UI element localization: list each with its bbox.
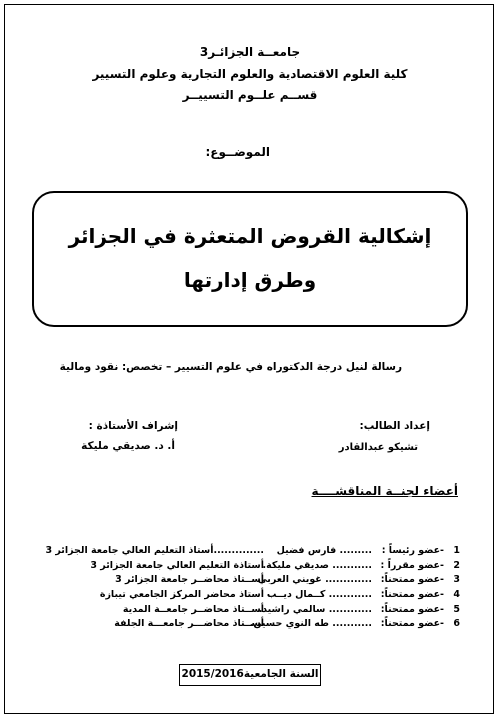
jury-member-role: -عضو ممتحناً:	[380, 589, 444, 601]
jury-member-name: ........... طه النوي حسين.	[249, 618, 372, 630]
jury-member-role: -عضو ممتحناً:	[380, 603, 444, 615]
jury-member-name: ............. غويني العربي	[257, 574, 372, 586]
jury-member-name: ........... صديقي مليكة.	[262, 559, 372, 571]
jury-list	[30, 545, 460, 633]
jury-title: أعضاء لجنــة المناقشــــة	[311, 484, 458, 498]
jury-member-number: 6	[453, 618, 460, 630]
jury-member-row	[30, 574, 460, 589]
jury-member-number: 1	[453, 545, 460, 556]
jury-member-rank: أستاذة التعليم العالي جامعة الجزائر 3	[90, 559, 264, 571]
jury-member-number: 4	[453, 589, 460, 601]
jury-member-rank: أستاذ محاضر المركز الجامعي تيبازة	[99, 589, 264, 601]
subject-label: الموضــوع:	[205, 145, 270, 159]
faculty-name: كلية العلوم الاقتصادية والعلوم التجارية وعلوم التسيير	[92, 67, 408, 81]
jury-member-name: ............ سالمي راشيد.	[258, 603, 372, 615]
jury-member-row	[30, 545, 460, 560]
jury-member-rank: ..............أستاذ التعليم العالي جامعة الجزائر 3	[45, 545, 264, 556]
jury-member-row	[30, 604, 460, 619]
supervision-label: إشراف الأستاذة :	[88, 420, 178, 432]
jury-member-rank: أســتاذ محاضــر جامعة الجزائر 3	[115, 574, 264, 586]
academic-year: السنة الجامعية2015/2016	[179, 664, 321, 686]
jury-member-row	[30, 589, 460, 604]
jury-member-name: ............ كــمال ديــب	[266, 589, 372, 601]
thesis-title-line2: وطرق إدارتها	[183, 268, 317, 292]
thesis-note: رسالة لنيل درجة الدكتوراه في علوم التسيير – تخصص: نقود ومالية	[59, 361, 402, 373]
title-box	[32, 191, 468, 327]
department-name: قســم علــوم التسييــر	[182, 88, 318, 102]
jury-member-rank: أســتاذ محاضــر جامعــة المدية	[122, 603, 264, 615]
jury-member-row	[30, 618, 460, 633]
jury-member-role: -عضو رئيساً :	[381, 545, 444, 556]
supervisor-name: أ. د. صديقي مليكة	[81, 440, 175, 452]
thesis-title-line1: إشكالية القروض المتعثرة في الجزائر	[68, 224, 432, 248]
university-name: جامعــة الجزائـر3	[199, 45, 301, 59]
jury-member-rank: أســتاذ محاضـــر جامعـــة الجلفة	[114, 618, 264, 630]
student-name: تشيكو عبدالقادر	[338, 442, 418, 453]
preparation-label: إعداد الطالب:	[359, 420, 430, 432]
jury-member-number: 3	[453, 574, 460, 586]
jury-member-name: ......... فارس فضيل	[276, 545, 372, 556]
jury-member-role: -عضو ممتحناً:	[380, 574, 444, 586]
jury-member-number: 2	[453, 559, 460, 571]
jury-member-row	[30, 560, 460, 575]
jury-member-number: 5	[453, 603, 460, 615]
jury-member-role: -عضو ممتحناً:	[380, 618, 444, 630]
jury-member-role: -عضو مقرراً :	[380, 559, 444, 571]
